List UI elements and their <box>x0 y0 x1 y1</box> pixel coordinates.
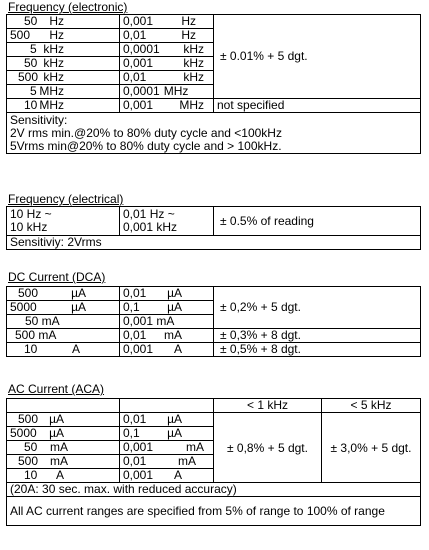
resolution-cell <box>120 85 214 99</box>
section-title-dc-current: DC Current (DCA) <box>8 270 106 284</box>
accuracy-cell: ± 0.01% + 5 dgt. <box>214 15 421 99</box>
accuracy-cell: ± 0.5% of reading <box>214 207 421 236</box>
resolution-cell <box>120 427 214 441</box>
range-value: 500 <box>18 70 39 84</box>
resolution-unit: kHz <box>183 70 204 84</box>
range-cell <box>7 329 120 343</box>
range-unit: kHz <box>43 56 64 70</box>
accuracy-cell: ± 0,2% + 5 dgt. <box>214 287 421 329</box>
resolution-unit: mA <box>178 454 196 468</box>
resolution-cell <box>120 343 214 357</box>
accuracy-5khz-cell: ± 3,0% + 5 dgt. <box>322 413 421 483</box>
resolution-unit: mA <box>186 440 204 454</box>
resolution-unit: µA <box>167 300 182 314</box>
accuracy-1khz-cell: ± 0,8% + 5 dgt. <box>214 413 322 483</box>
range-value: 10 <box>24 342 38 356</box>
resolution-unit: MHz <box>163 84 189 98</box>
range-value: 500 mA <box>15 328 57 342</box>
resolution-value: 0,001 <box>123 468 154 482</box>
section-title-frequency-electrical: Frequency (electrical) <box>8 192 124 206</box>
resolution-unit: µA <box>167 426 182 440</box>
resolution-value: 0,001 <box>123 342 154 356</box>
resolution-value: 0,01 <box>123 70 147 84</box>
ac-current-table <box>6 398 421 526</box>
table-row <box>7 99 421 113</box>
range-unit: kHz <box>43 42 64 56</box>
resolution-value: 0,01 Hz ~ <box>123 207 175 221</box>
resolution-cell <box>120 287 214 301</box>
table-row <box>7 236 421 250</box>
accuracy-cell: ± 0,5% + 8 dgt. <box>214 343 421 357</box>
resolution-cell <box>120 329 214 343</box>
range-unit: Hz <box>49 14 64 28</box>
range-value: 10 <box>24 98 38 112</box>
sensitivity-note: Sensitiviy: 2Vrms <box>7 236 421 250</box>
range-value: 10 <box>24 468 38 482</box>
resolution-unit: Hz <box>181 14 196 28</box>
resolution-value: 0,01 <box>123 286 147 300</box>
range-cell <box>7 99 120 113</box>
resolution-unit: µA <box>167 412 182 426</box>
range-cell <box>7 207 120 236</box>
resolution-cell <box>120 441 214 455</box>
range-value: 5000 <box>10 300 37 314</box>
resolution-cell <box>120 315 214 329</box>
table-row <box>7 113 421 154</box>
table-row <box>7 483 421 497</box>
resolution-value: 0,01 <box>123 328 147 342</box>
resolution-unit: kHz <box>183 56 204 70</box>
frequency-electronic-table <box>6 14 421 154</box>
range-cell <box>7 343 120 357</box>
resolution-value: 0,01 <box>123 412 147 426</box>
range-cell <box>7 287 120 301</box>
range-unit: kHz <box>43 70 64 84</box>
range-cell <box>7 315 120 329</box>
table-row <box>7 413 421 427</box>
table-row <box>7 343 421 357</box>
accuracy-cell: ± 0,3% + 8 dgt. <box>214 329 421 343</box>
range-value: 5000 <box>10 426 37 440</box>
range-unit: MHz <box>39 98 64 112</box>
resolution-cell <box>120 207 214 236</box>
resolution-value: 0,001 <box>123 56 154 70</box>
header-empty-cell <box>7 399 120 413</box>
resolution-cell <box>120 413 214 427</box>
resolution-cell <box>120 455 214 469</box>
resolution-value: 0,0001 <box>123 84 160 98</box>
table-row <box>7 497 421 526</box>
dc-current-table <box>6 286 421 357</box>
range-unit: mA <box>50 454 68 468</box>
range-cell <box>7 455 120 469</box>
range-cell <box>7 413 120 427</box>
range-cell <box>7 57 120 71</box>
range-unit: Hz <box>49 28 64 42</box>
resolution-unit: MHz <box>179 98 204 112</box>
range-unit: A <box>55 468 64 482</box>
header-empty-cell <box>120 399 214 413</box>
range-unit: µA <box>49 412 64 426</box>
sensitivity-label: Sensitivity: <box>10 112 68 127</box>
range-cell <box>7 85 120 99</box>
range-cell <box>7 71 120 85</box>
resolution-cell <box>120 301 214 315</box>
range-cell <box>7 15 120 29</box>
range-unit: mA <box>50 440 68 454</box>
ac-note: (20A: 30 sec. max. with reduced accuracy) <box>7 483 421 497</box>
range-value: 10 Hz ~ <box>10 207 52 221</box>
range-value: 50 <box>24 440 38 454</box>
accuracy-cell: not specified <box>214 99 421 113</box>
resolution-unit: A <box>173 342 182 356</box>
range-value: 5 <box>30 84 37 98</box>
range-unit: A <box>71 342 80 356</box>
range-cell <box>7 427 120 441</box>
resolution-cell <box>120 57 214 71</box>
sensitivity-note <box>7 113 421 154</box>
resolution-unit: Hz <box>181 28 196 42</box>
table-row <box>7 15 421 29</box>
resolution-cell <box>120 99 214 113</box>
range-unit: µA <box>71 300 86 314</box>
range-value: 500 <box>18 454 39 468</box>
resolution-cell <box>120 43 214 57</box>
column-header-5khz: < 5 kHz <box>322 399 421 413</box>
range-value: 50 <box>24 56 38 70</box>
section-title-frequency-electronic: Frequency (electronic) <box>8 0 128 14</box>
range-cell <box>7 469 120 483</box>
section-title-ac-current: AC Current (ACA) <box>8 382 105 396</box>
resolution-value: 0,01 <box>123 28 147 42</box>
ac-note: All AC current ranges are specified from 5% of range to 100% of range <box>7 497 421 526</box>
resolution-unit: A <box>173 468 182 482</box>
resolution-cell <box>120 29 214 43</box>
sensitivity-line: 2V rms min.@20% to 80% duty cycle and <100kHz <box>10 125 282 140</box>
table-row <box>7 329 421 343</box>
range-value: 500 <box>18 286 39 300</box>
sensitivity-line: 5Vrms min@20% to 80% duty cycle and > 100kHz. <box>10 138 282 153</box>
resolution-value: 0,0001 <box>123 42 160 56</box>
resolution-value: 0,001 <box>123 98 154 112</box>
resolution-cell <box>120 469 214 483</box>
resolution-cell <box>120 15 214 29</box>
resolution-value: 0,001 <box>123 14 154 28</box>
range-value: 500 <box>18 412 39 426</box>
range-cell <box>7 29 120 43</box>
table-row <box>7 207 421 236</box>
range-unit: MHz <box>39 84 64 98</box>
range-value: 10 kHz <box>10 220 48 234</box>
frequency-electrical-table <box>6 206 421 250</box>
range-value: 50 <box>24 14 38 28</box>
resolution-value: 0,1 <box>123 426 140 440</box>
range-value: 50 mA <box>25 314 60 328</box>
resolution-value: 0,01 <box>123 454 147 468</box>
range-unit: µA <box>71 286 86 300</box>
resolution-value: 0,001 mA <box>123 314 175 328</box>
resolution-unit: µA <box>167 286 182 300</box>
resolution-value: 0,1 <box>123 300 140 314</box>
range-cell <box>7 301 120 315</box>
resolution-cell <box>120 71 214 85</box>
range-unit: µA <box>49 426 64 440</box>
column-header-1khz: < 1 kHz <box>214 399 322 413</box>
range-cell <box>7 441 120 455</box>
range-cell <box>7 43 120 57</box>
resolution-unit: mA <box>164 328 182 342</box>
table-row <box>7 287 421 301</box>
range-value: 5 <box>30 42 37 56</box>
range-value: 500 <box>10 28 31 42</box>
table-row <box>7 399 421 413</box>
resolution-value: 0,001 kHz <box>123 220 178 234</box>
resolution-value: 0,001 <box>123 440 154 454</box>
resolution-unit: kHz <box>183 42 204 56</box>
